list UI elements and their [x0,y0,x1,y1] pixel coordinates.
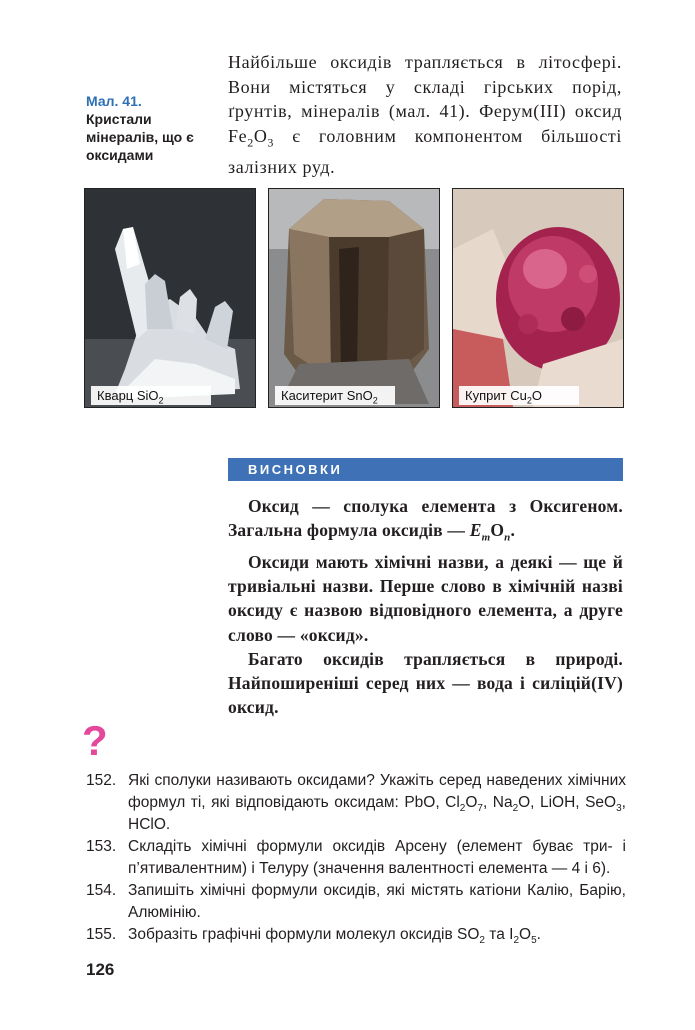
intro-text-1: Найбільше оксидів трапляється в літосфері. Вони містяться у складі гірських порід, ґрунтів, мінералів (мал. 41). Ферум(III) оксид Fe [228,52,622,146]
question-icon: ? [82,717,108,764]
conclusions-title: ВИСНОВКИ [248,462,343,477]
intro-text-2: O [253,125,268,146]
intro-sub-2: 3 [267,135,275,150]
intro-sub-1: 2 [247,135,254,150]
exercise-list [86,770,626,946]
photo-cuprite [452,188,624,408]
conclusion-paragraph-2: Оксиди мають хімічні назви, а деякі — ще й тривіальні назви. Перше слово в хімічній назві оксиду є назвою відповідного елемента, а друге слово — «оксид». [228,551,623,645]
figure-caption [86,92,216,164]
photo-label-cuprite: Куприт $Cu_2O$ [459,386,579,405]
conclusion-paragraph-3: Багато оксидів трапляється в природі. Найпоширеніші серед них — вода і силіцій(IV) оксид. [228,648,623,718]
cassiterite-image [269,189,439,407]
intro-text-3: є головним компонентом більшості залізних руд. [228,125,622,177]
photo-cassiterite [268,188,440,408]
photo-quartz [84,188,256,408]
conclusions-body [228,494,623,719]
exercise-154: 154. Запишіть хімічні формули оксидів, які містять катіони Калію, Барію, Алюмінію. [86,882,626,921]
conclusions-header [228,458,623,481]
page-number: 126 [86,960,115,979]
exercise-155: 155. Зобразіть графічні формули молекул оксидів $SO_2$ та $I_2O_5$. [86,926,541,947]
exercise-153: 153. Складіть хімічні формули оксидів Арсену (елемент буває три- і п’ятивалентним) і Телуру (значення валентності елемента — 4 і 6). [86,838,626,877]
quartz-image [85,189,255,407]
figure-number: Мал. 41. [86,93,142,109]
photo-label-cassiterite: Каситерит SnO$_2$ [275,386,395,405]
photo-label-quartz: Кварц SiO$_2$ [91,386,211,405]
figure-caption-text: Кристали мінералів, що є оксидами [86,111,194,163]
cuprite-image [453,189,623,407]
conclusion-paragraph-1: Оксид — сполука елемента з Оксигеном. Загальна формула оксидів — $E_mO_n$. [228,496,623,544]
intro-paragraph [228,50,622,179]
exercise-152: 152. Які сполуки називають оксидами? Укажіть серед наведених хімічних формул ті, які відповідають оксидам: PbO, $Cl_2O_7$, $Na_2O$, LiOH, SeO$_3$, HClO. [86,772,626,833]
